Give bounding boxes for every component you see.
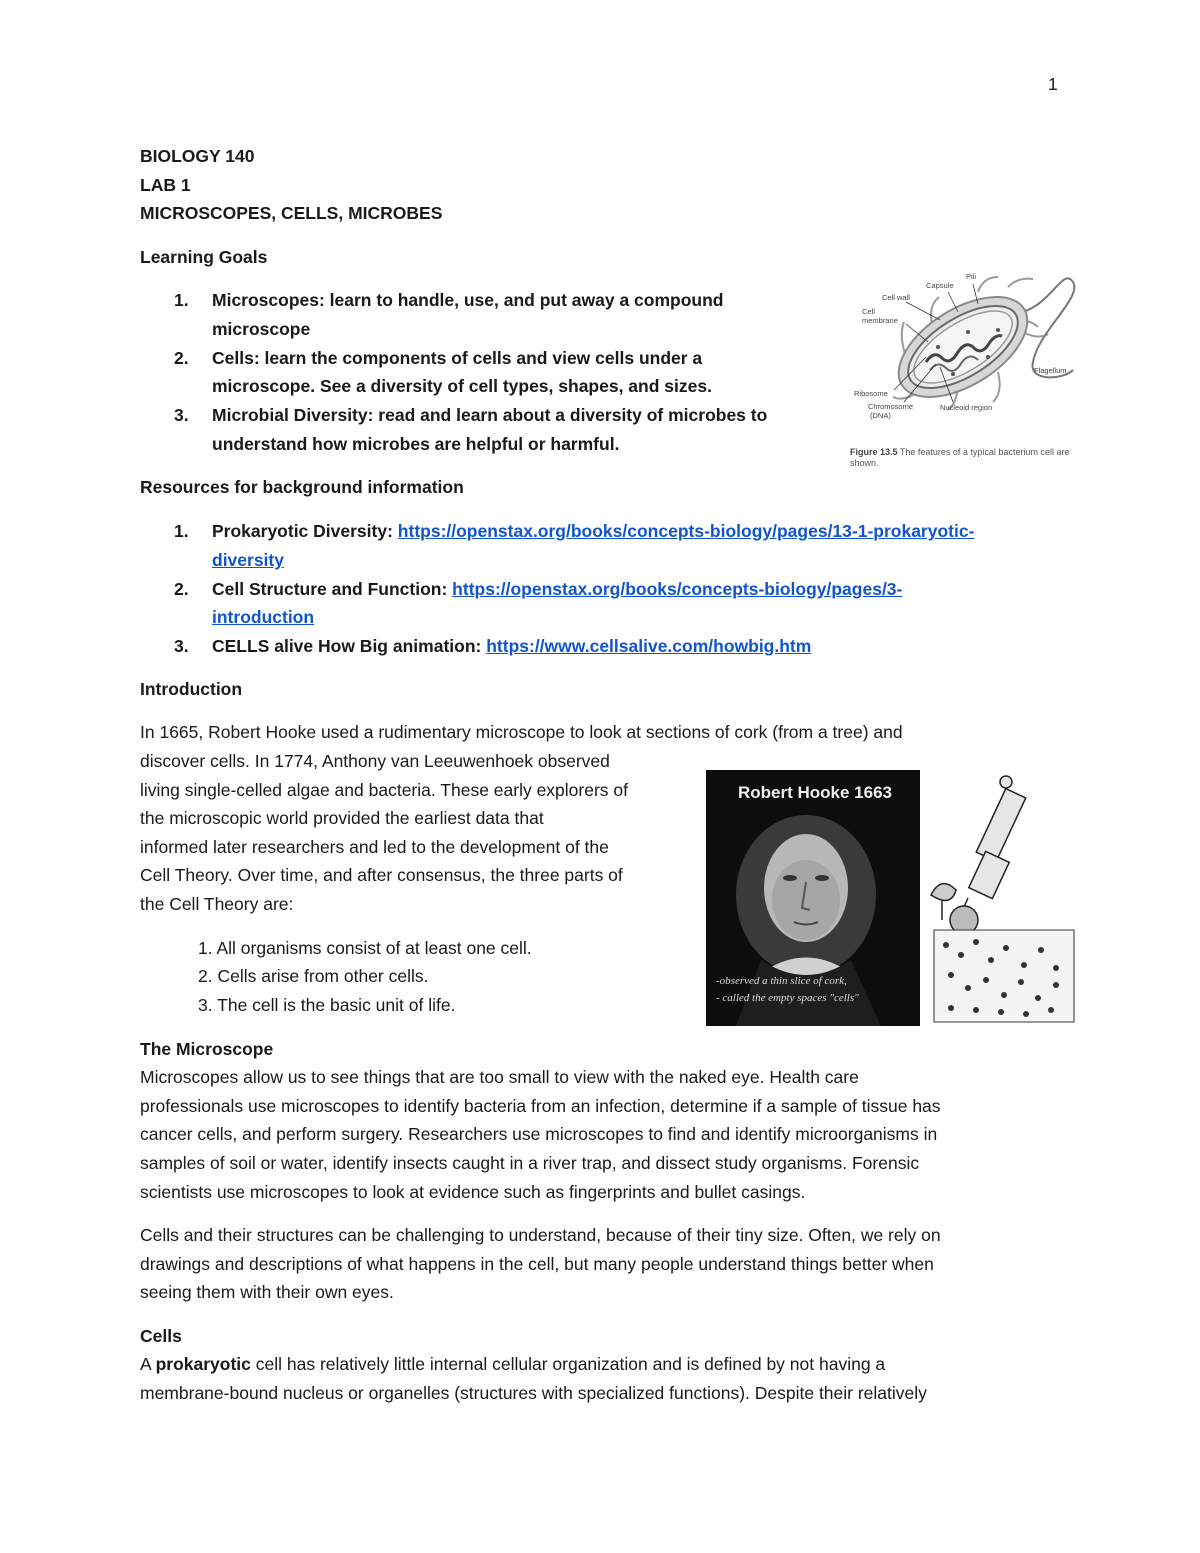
hooke-caption-1: -observed a thin slice of cork,: [716, 975, 847, 987]
goal-item-1-cont: microscope: [212, 319, 311, 339]
figure-caption: Figure 13.5 The features of a typical bacterium cell are shown.: [850, 447, 1070, 468]
microscope-para2-line-2: drawings and descriptions of what happens in the cell, but many people understand things better when: [140, 1254, 934, 1274]
resource-item-1-cont: [212, 546, 284, 574]
microscope-line-3: cancer cells, and perform surgery. Researchers use microscopes to find and identify microorganisms in: [140, 1124, 938, 1144]
learning-goals-heading: Learning Goals: [140, 247, 268, 267]
goal-item-3: 3. Microbial Diversity: read and learn about a diversity of microbes to: [174, 405, 768, 425]
goal-item-1: 1. Microscopes: learn to handle, use, and put away a compound: [174, 290, 724, 310]
microscope-line-1: Microscopes allow us to see things that are too small to view with the naked eye. Health care: [140, 1067, 859, 1087]
label-cell-membrane-2: membrane: [862, 316, 898, 325]
microscope-line-4: samples of soil or water, identify insects caught in a river trap, and dissect study organisms. Forensic: [140, 1153, 920, 1173]
bacterium-diagram: [848, 262, 1080, 442]
microscope-heading: The Microscope: [140, 1039, 274, 1059]
introduction-heading: Introduction: [140, 679, 243, 699]
resource-item-1: 1. Prokaryotic Diversity: https://openstax.org/books/concepts-biology/pages/13-1-prokaryotic-: [174, 521, 975, 541]
resource-item-2: 2. Cell Structure and Function: https://openstax.org/books/concepts-biology/pages/3-: [174, 579, 903, 599]
resource-item-3: 3. CELLS alive How Big animation: https://www.cellsalive.com/howbig.htm: [174, 636, 812, 656]
goal-item-2: 2. Cells: learn the components of cells and view cells under a: [174, 348, 703, 368]
label-chromosome: Chromosome: [868, 402, 914, 411]
label-chromosome-2: (DNA): [870, 411, 891, 420]
intro-line-3: living single-celled algae and bacteria. These early explorers of: [140, 780, 629, 800]
robert-hooke-image: [706, 770, 1080, 1026]
lab-title: MICROSCOPES, CELLS, MICROBES: [140, 203, 443, 223]
microscope-para2-line-3: seeing them with their own eyes.: [140, 1282, 394, 1302]
bacterium-figure: [848, 262, 1080, 468]
label-flagellum: Flagellum: [1034, 366, 1067, 375]
goal-item-3-cont: understand how microbes are helpful or harmful.: [212, 434, 620, 454]
intro-line-2: discover cells. In 1774, Anthony van Leeuwenhoek observed: [140, 751, 610, 771]
resource-link-2-cont[interactable]: introduction: [212, 607, 315, 627]
resource-item-2-cont: [212, 603, 314, 631]
intro-line-7: the Cell Theory are:: [140, 894, 294, 914]
prokaryotic-term: prokaryotic: [155, 1354, 251, 1374]
hooke-image-title: Robert Hooke 1663: [738, 783, 892, 802]
label-capsule: Capsule: [926, 281, 954, 290]
cell-theory-item-2: 2. Cells arise from other cells.: [198, 966, 429, 986]
resource-link-1[interactable]: https://openstax.org/books/concepts-biology/pages/13-1-prokaryotic-: [397, 521, 975, 541]
resource-link-2[interactable]: https://openstax.org/books/concepts-biology/pages/3-: [452, 579, 903, 599]
resource-link-3[interactable]: https://www.cellsalive.com/howbig.htm: [486, 636, 812, 656]
cell-theory-item-1: 1. All organisms consist of at least one cell.: [198, 938, 532, 958]
label-cell-membrane: Cell: [862, 307, 875, 316]
microscope-line-5: scientists use microscopes to look at evidence such as fingerprints and bullet casings.: [140, 1182, 806, 1202]
resource-link-1-cont[interactable]: diversity: [212, 550, 284, 570]
cells-heading: Cells: [140, 1326, 182, 1346]
label-ribosome: Ribosome: [854, 389, 888, 398]
label-nucleoid-region: Nucleoid region: [940, 403, 993, 412]
resources-heading: Resources for background information: [140, 477, 464, 497]
microscope-line-2: professionals use microscopes to identify bacteria from an infection, determine if a sample of tissue has: [140, 1096, 941, 1116]
microscope-para2-line-1: Cells and their structures can be challenging to understand, because of their tiny size. Often, we rely on: [140, 1225, 941, 1245]
label-cell-wall: Cell wall: [882, 293, 910, 302]
cells-line-1: A prokaryotic cell has relatively little internal cellular organization and is defined by not having a: [140, 1354, 886, 1374]
cells-line-2: membrane-bound nucleus or organelles (structures with specialized functions). Despite their relatively: [140, 1383, 927, 1403]
hooke-portrait-microscope-illustration: [706, 770, 1080, 1026]
course-code: BIOLOGY 140: [140, 146, 255, 166]
goal-item-2-cont: microscope. See a diversity of cell types, shapes, and sizes.: [212, 376, 712, 396]
intro-line-4: the microscopic world provided the earliest data that: [140, 808, 544, 828]
lab-number: LAB 1: [140, 175, 191, 195]
intro-line-6: Cell Theory. Over time, and after consensus, the three parts of: [140, 865, 623, 885]
cell-theory-item-3: 3. The cell is the basic unit of life.: [198, 995, 456, 1015]
intro-line-1: In 1665, Robert Hooke used a rudimentary microscope to look at sections of cork (from a tree) and: [140, 722, 903, 742]
label-pili: Pili: [966, 272, 977, 281]
intro-line-5: informed later researchers and led to the development of the: [140, 837, 609, 857]
hooke-caption-2: - called the empty spaces "cells": [716, 992, 859, 1004]
page-number: 1: [1048, 74, 1058, 94]
